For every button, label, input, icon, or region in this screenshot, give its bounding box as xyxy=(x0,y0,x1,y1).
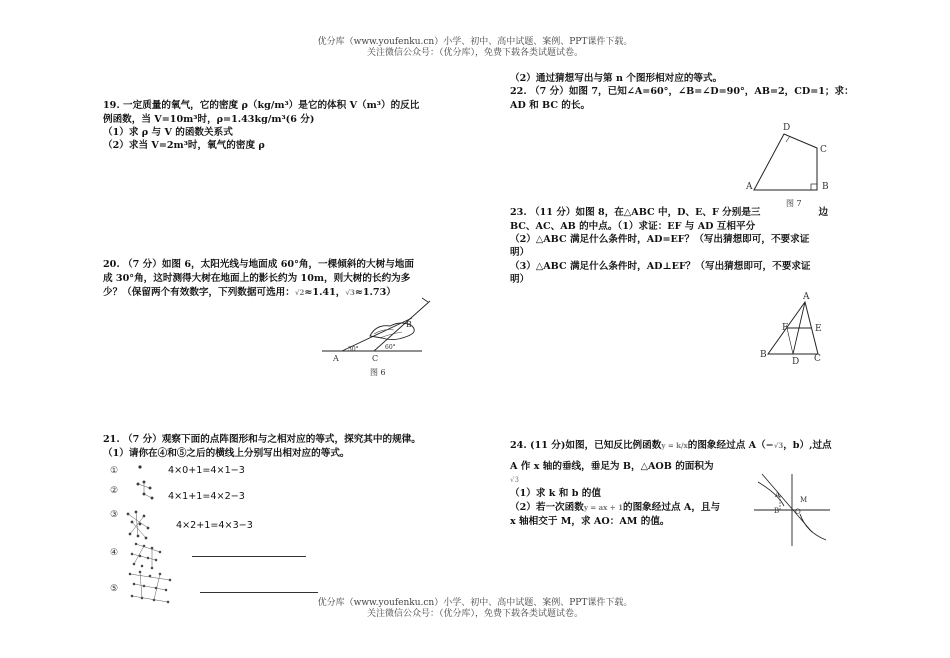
page-header-line1: 优分库（www.youfenku.cn）小学、初中、高中试题、案例、PPT课件下载。 xyxy=(317,37,633,47)
q20-line1: 20. （7 分）如图 6，太阳光线与地面成 60°角，一棵倾斜的大树与地面 xyxy=(103,259,414,270)
q23-line6: 明） xyxy=(510,274,530,285)
q19-line3: （1）求 ρ 与 V 的函数关系式 xyxy=(103,127,233,138)
fig8-label-b: B xyxy=(760,350,767,360)
fig8-label-f: F xyxy=(782,323,789,333)
q21-row2-eq: 4×1+1=4×2−3 xyxy=(168,491,245,502)
q20-line2: 成 30°角，这时测得大树在地面上的影长约为 10m，则大树的长约为多 xyxy=(103,273,411,284)
q23-line2: BC、AC、AB 的中点。（1）求证：EF 与 AD 互相平分 xyxy=(510,221,756,232)
q21-row5-num: ⑤ xyxy=(110,584,119,594)
q21-line2: （1）请你在④和⑤之后的横线上分别写出相对应的等式。 xyxy=(103,448,350,459)
q24-line1-a: 24. (11 分)如图，已知反比例函数 xyxy=(510,440,662,451)
fig7-label-d: D xyxy=(783,123,791,133)
page-footer-line2: 关注微信公众号：（优分库），免费下载各类试题试卷。 xyxy=(366,609,583,619)
q21-row5-blank[interactable] xyxy=(200,592,318,593)
q24-fig-label-b: B xyxy=(774,507,780,515)
q24-function-y-ax-plus-1: y = ax + 1 xyxy=(583,503,623,512)
fig6-label-b: B xyxy=(406,320,412,329)
page-footer-line1: 优分库（www.youfenku.cn）小学、初中、高中试题、案例、PPT课件下载。 xyxy=(317,598,633,608)
q24-function-y-k-over-x: y = k/x xyxy=(661,441,688,450)
q23-line5: （3）△ABC 满足什么条件时，AD⊥EF？（写出猜想即可，不要求证 xyxy=(510,261,811,272)
sqrt3-symbol: √3 xyxy=(345,288,355,297)
fig6-angle-30: 30° xyxy=(348,346,359,353)
q24-sqrt3-b: √3 xyxy=(510,476,519,484)
q24-line1 xyxy=(510,438,832,453)
q24-fig-label-m: M xyxy=(800,496,808,504)
fig6-label-c: C xyxy=(372,354,379,363)
q23-line1-a: 23. （11 分）如图 8，在△ABC 中，D、E、F 分别是三 xyxy=(510,207,761,218)
q20-line3-b: ≈1.41， xyxy=(304,287,346,298)
q23-line4: 明） xyxy=(510,247,530,258)
q19-line2: 例函数，当 V=10m³时，ρ=1.43kg/m³(6 分) xyxy=(103,114,315,125)
q24-line4-a: （2）若一次函数 xyxy=(510,502,584,513)
page-header-line2: 关注微信公众号：（优分库），免费下载各类试题试卷。 xyxy=(366,48,583,58)
q21-row3-eq: 4×2+1=4×3−3 xyxy=(176,520,253,531)
figure-q24-hyperbola xyxy=(752,472,832,548)
q19-line1: 19. 一定质量的氧气，它的密度 ρ（kg/m³）是它的体积 V（m³）的反比 xyxy=(103,100,420,111)
q23-line3: （2）△ABC 满足什么条件时，AD=EF？（写出猜想即可，不要求证 xyxy=(510,234,810,245)
fig7-caption: 图 7 xyxy=(786,199,802,208)
q24-line1-b: 的图象经过点 A（− xyxy=(687,440,774,451)
fig7-label-c: C xyxy=(820,145,827,155)
q21-row3-num: ③ xyxy=(110,510,119,520)
q21-row2-num: ② xyxy=(110,486,119,496)
fig8-label-a: A xyxy=(803,292,810,302)
q22-line2: AD 和 BC 的长。 xyxy=(510,100,591,111)
q21b-line1: （2）通过猜想写出与第 n 个图形相对应的等式。 xyxy=(510,73,723,84)
dot-pattern-figures xyxy=(118,462,188,608)
q24-line1-c: ，b）,过点 xyxy=(783,440,832,451)
fig7-label-a: A xyxy=(746,182,753,192)
q24-line4 xyxy=(510,500,720,515)
q24-line2: A 作 x 轴的垂线，垂足为 B，△AOB 的面积为 xyxy=(510,461,714,472)
fig8-label-d: D xyxy=(792,357,800,367)
fig6-caption: 图 6 xyxy=(370,368,386,377)
q21-row1-eq: 4×0+1=4×1−3 xyxy=(168,465,245,476)
fig8-label-c: C xyxy=(814,354,821,364)
q24-fig-label-a: A xyxy=(775,491,781,499)
q24-line5: x 轴相交于 M，求 AO：AM 的值。 xyxy=(510,516,670,527)
fig6-label-a: A xyxy=(333,354,339,363)
q24-line3: （1）求 k 和 b 的值 xyxy=(510,488,601,499)
q19-line4: （2）求当 V=2m³时，氧气的密度 ρ xyxy=(103,140,265,151)
fig6-angle-60: 60° xyxy=(385,344,396,351)
q23-line1 xyxy=(510,205,828,220)
q24-sqrt3-a: √3 xyxy=(773,441,784,450)
q20-line3-c: ≈1.73） xyxy=(354,287,396,298)
fig8-label-e: E xyxy=(815,324,822,334)
q20-line3-a: 少？（保留两个有效数字，下列数据可选用： xyxy=(103,287,295,298)
q22-line1: 22. （7 分）如图 7，已知∠A=60°，∠B=∠D=90°，AB=2，CD=1；求： xyxy=(510,86,854,97)
q21-row1-num: ① xyxy=(110,466,119,476)
sqrt2-symbol: √2 xyxy=(294,288,305,297)
fig7-label-b: B xyxy=(822,182,829,192)
q21-line1: 21. （7 分）观察下面的点阵图形和与之相对应的等式，探究其中的规律。 xyxy=(103,434,421,445)
q24-line4-b: 的图象经过点 A，且与 xyxy=(622,502,721,513)
q21-row4-blank[interactable] xyxy=(192,556,306,557)
q24-fig-label-o: O xyxy=(795,508,801,516)
q21-row4-num: ④ xyxy=(110,548,119,558)
q23-line1-b: 边 xyxy=(818,207,829,218)
